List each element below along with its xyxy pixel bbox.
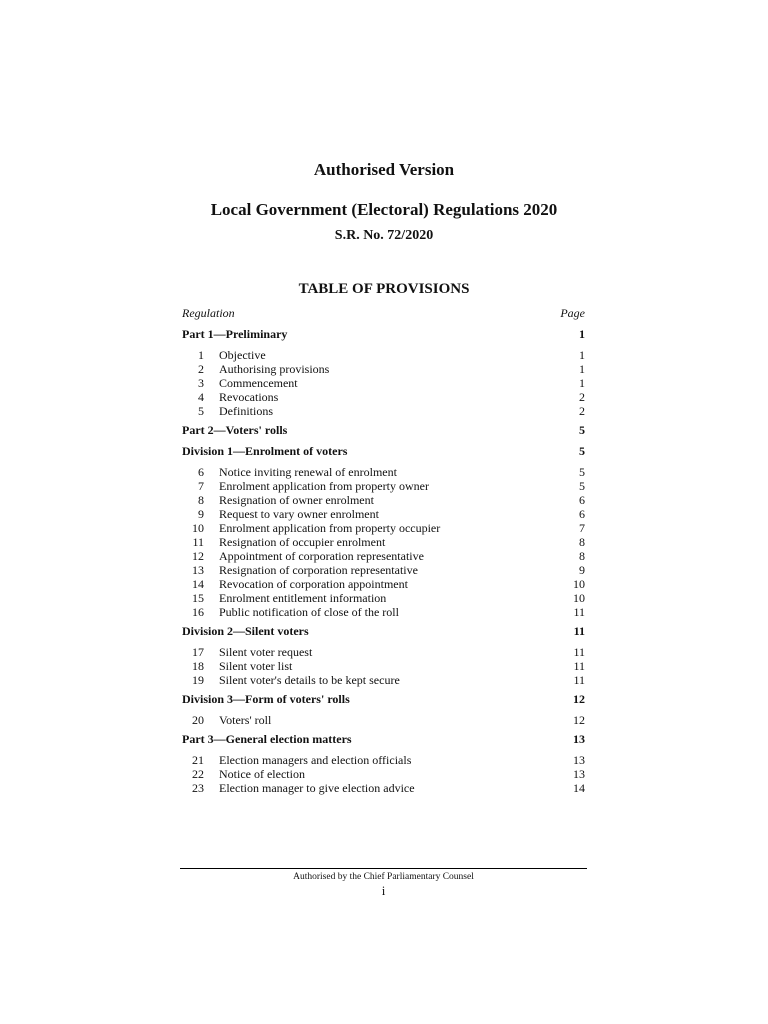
- toc-item-title: Enrolment application from property occupier: [219, 521, 441, 535]
- toc-heading-title: Part 1—Preliminary: [182, 327, 288, 341]
- toc-item-page: 11: [573, 605, 585, 619]
- toc-item: [182, 753, 585, 767]
- regulation-column-label: Regulation: [182, 306, 235, 320]
- table-of-provisions: [182, 305, 585, 795]
- toc-heading-page: 12: [573, 692, 585, 706]
- toc-heading-title: Division 3—Form of voters' rolls: [182, 692, 350, 706]
- toc-item-number: 9: [198, 507, 204, 521]
- toc-item-page: 2: [579, 390, 585, 404]
- toc-item-page: 1: [579, 376, 585, 390]
- toc-item-title: Revocations: [219, 390, 279, 404]
- toc-item-title: Notice of election: [219, 767, 305, 781]
- toc-item-page: 9: [579, 563, 585, 577]
- toc-item-number: 22: [192, 767, 204, 781]
- toc-item: [182, 659, 585, 673]
- toc-heading-page: 5: [579, 444, 585, 458]
- toc-heading-title: Part 3—General election matters: [182, 732, 352, 746]
- toc-item: [182, 563, 585, 577]
- toc-item-title: Objective: [219, 348, 266, 362]
- toc-item-number: 3: [198, 376, 204, 390]
- toc-item-number: 12: [192, 549, 204, 563]
- toc-item-page: 11: [573, 645, 585, 659]
- toc-title: TABLE OF PROVISIONS: [298, 281, 470, 297]
- toc-item-number: 10: [192, 521, 204, 535]
- toc-item-title: Resignation of owner enrolment: [219, 493, 374, 507]
- toc-heading-title: Division 1—Enrolment of voters: [182, 444, 348, 458]
- toc-heading-page: 5: [579, 423, 585, 437]
- toc-heading: [182, 423, 585, 438]
- toc-item-title: Public notification of close of the roll: [219, 605, 399, 619]
- toc-item-title: Election manager to give election advice: [219, 781, 415, 795]
- toc-item-title: Request to vary owner enrolment: [219, 507, 379, 521]
- toc-item-page: 10: [573, 591, 585, 605]
- toc-item: [182, 535, 585, 549]
- toc-item: [182, 404, 585, 418]
- toc-item-title: Silent voter's details to be kept secure: [219, 673, 400, 687]
- toc-item-number: 17: [192, 645, 204, 659]
- toc-item: [182, 493, 585, 507]
- page-footer: [180, 868, 587, 899]
- toc-item: [182, 673, 585, 687]
- toc-item-title: Election managers and election officials: [219, 753, 412, 767]
- toc-item-title: Silent voter list: [219, 659, 293, 673]
- toc-item-title: Commencement: [219, 376, 298, 390]
- toc-item: [182, 507, 585, 521]
- toc-item-number: 5: [198, 404, 204, 418]
- toc-item: [182, 645, 585, 659]
- toc-item-page: 8: [579, 535, 585, 549]
- page-number: i: [381, 883, 386, 898]
- toc-item-page: 6: [579, 507, 585, 521]
- toc-item-number: 21: [192, 753, 204, 767]
- footer-authorised-by: Authorised by the Chief Parliamentary Counsel: [293, 872, 474, 882]
- toc-item-page: 12: [573, 713, 585, 727]
- toc-item-title: Enrolment application from property owner: [219, 479, 429, 493]
- toc-item-page: 5: [579, 479, 585, 493]
- toc-item-page: 10: [573, 577, 585, 591]
- toc-heading-title: Division 2—Silent voters: [182, 624, 309, 638]
- toc-item-page: 2: [579, 404, 585, 418]
- toc-heading: [182, 327, 585, 342]
- toc-item-number: 20: [192, 713, 204, 727]
- toc-item-title: Resignation of occupier enrolment: [219, 535, 386, 549]
- toc-item-number: 14: [192, 577, 204, 591]
- toc-heading-title: Part 2—Voters' rolls: [182, 423, 288, 437]
- toc-item: [182, 376, 585, 390]
- toc-item-number: 6: [198, 465, 204, 479]
- toc-item: [182, 465, 585, 479]
- toc-item-title: Notice inviting renewal of enrolment: [219, 465, 397, 479]
- toc-item-number: 19: [192, 673, 204, 687]
- toc-item-page: 1: [579, 348, 585, 362]
- toc-item-title: Revocation of corporation appointment: [219, 577, 408, 591]
- toc-item: [182, 479, 585, 493]
- toc-item-page: 6: [579, 493, 585, 507]
- toc-column-headers: [182, 305, 585, 322]
- toc-item-title: Definitions: [219, 404, 273, 418]
- toc-heading: [182, 732, 585, 747]
- toc-item: [182, 577, 585, 591]
- toc-item-number: 11: [192, 535, 204, 549]
- toc-item-title: Enrolment entitlement information: [219, 591, 387, 605]
- sr-number: S.R. No. 72/2020: [334, 228, 434, 243]
- toc-item: [182, 348, 585, 362]
- toc-heading: [182, 444, 585, 459]
- footer-rule: [180, 868, 587, 869]
- toc-item-number: 1: [198, 348, 204, 362]
- authorised-version-heading: Authorised Version: [313, 160, 455, 179]
- toc-item-number: 16: [192, 605, 204, 619]
- toc-heading: [182, 624, 585, 639]
- toc-heading-page: 11: [573, 624, 585, 638]
- toc-item-page: 5: [579, 465, 585, 479]
- toc-item-number: 13: [192, 563, 204, 577]
- toc-heading: [182, 692, 585, 707]
- page-column-label: Page: [560, 306, 585, 320]
- toc-item-title: Appointment of corporation representative: [219, 549, 424, 563]
- toc-item: [182, 591, 585, 605]
- toc-heading-page: 13: [573, 732, 585, 746]
- toc-entries: [182, 327, 585, 795]
- toc-heading-page: 1: [579, 327, 585, 341]
- toc-item-title: Silent voter request: [219, 645, 313, 659]
- toc-item-number: 23: [192, 781, 204, 795]
- toc-item-page: 14: [573, 781, 585, 795]
- toc-item-page: 1: [579, 362, 585, 376]
- toc-item-number: 18: [192, 659, 204, 673]
- document-title: Local Government (Electoral) Regulations 2020: [210, 200, 558, 219]
- toc-item-title: Resignation of corporation representative: [219, 563, 418, 577]
- toc-item-page: 8: [579, 549, 585, 563]
- toc-item-page: 13: [573, 767, 585, 781]
- toc-item: [182, 362, 585, 376]
- toc-item-page: 13: [573, 753, 585, 767]
- toc-item-number: 15: [192, 591, 204, 605]
- toc-item: [182, 781, 585, 795]
- toc-item-page: 11: [573, 673, 585, 687]
- toc-item: [182, 521, 585, 535]
- toc-item-page: 7: [579, 521, 585, 535]
- toc-item: [182, 549, 585, 563]
- toc-item-number: 2: [198, 362, 204, 376]
- toc-item-number: 8: [198, 493, 204, 507]
- toc-item-title: Voters' roll: [219, 713, 272, 727]
- toc-item-number: 4: [198, 390, 204, 404]
- toc-item: [182, 605, 585, 619]
- toc-item-title: Authorising provisions: [219, 362, 330, 376]
- toc-item-page: 11: [573, 659, 585, 673]
- toc-item: [182, 390, 585, 404]
- toc-item-number: 7: [198, 479, 204, 493]
- toc-item: [182, 713, 585, 727]
- toc-item: [182, 767, 585, 781]
